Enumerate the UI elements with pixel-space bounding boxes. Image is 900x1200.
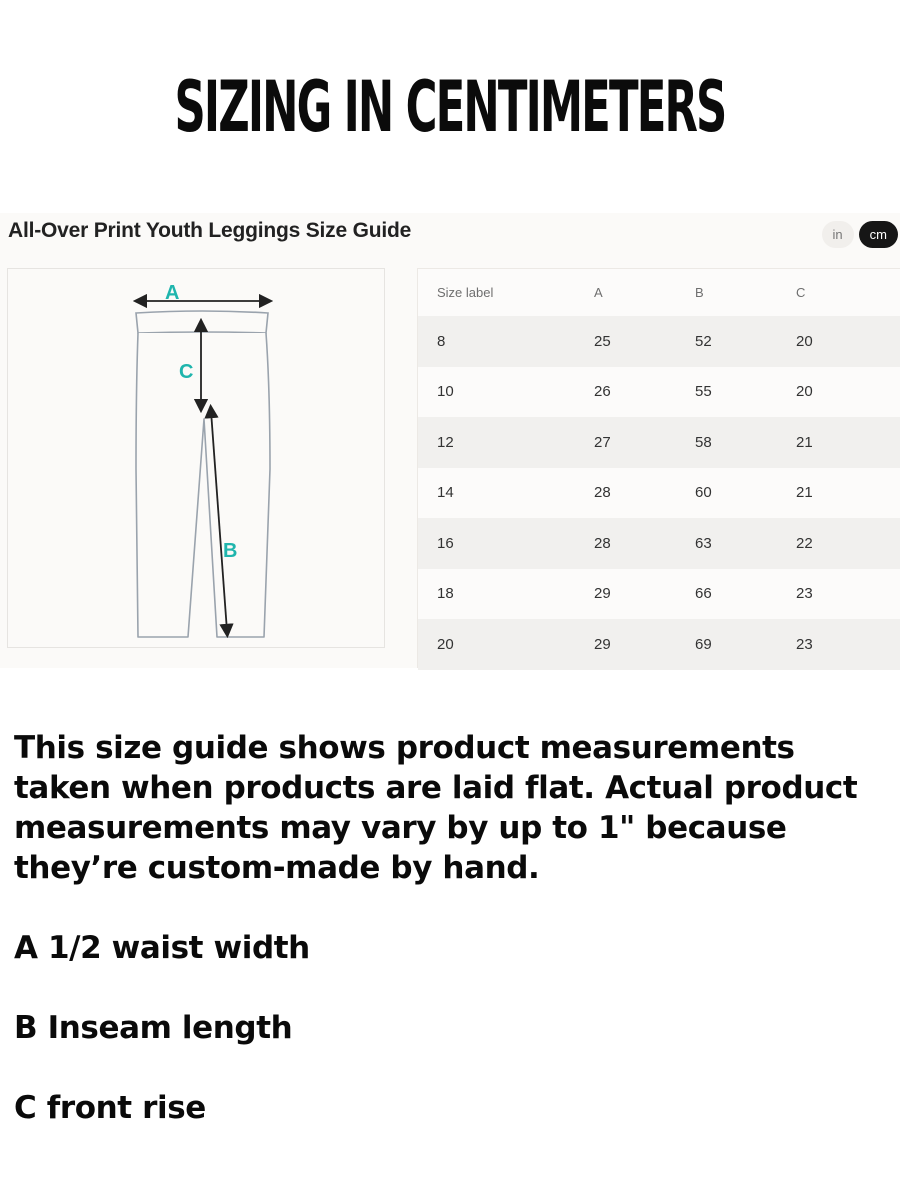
label-c: C [179, 361, 194, 383]
cell-b: 66 [695, 569, 796, 620]
notes-description: This size guide shows product measurements taken when products are laid flat. Actual product measurements may vary by up to 1" because they’re custom-made by hand. [14, 730, 858, 886]
page-title: SIZING IN CENTIMETERS [174, 66, 726, 148]
cell-a: 27 [594, 417, 695, 468]
header-b: B [695, 269, 796, 316]
cell-size: 14 [418, 468, 594, 519]
cell-c: 21 [796, 417, 900, 468]
cell-b: 69 [695, 619, 796, 670]
leggings-outline [136, 333, 270, 637]
measurement-notes [14, 728, 894, 1128]
table-row [418, 417, 900, 468]
size-guide-title: All-Over Print Youth Leggings Size Guide [8, 219, 412, 242]
unit-inches-button[interactable]: in [822, 221, 854, 248]
cell-size: 10 [418, 367, 594, 418]
cell-c: 20 [796, 367, 900, 418]
legend-b: B Inseam length [14, 1010, 293, 1046]
cell-b: 52 [695, 316, 796, 367]
cell-a: 29 [594, 569, 695, 620]
cell-size: 18 [418, 569, 594, 620]
cell-a: 26 [594, 367, 695, 418]
header-c: C [796, 269, 900, 316]
cell-c: 23 [796, 569, 900, 620]
cell-b: 60 [695, 468, 796, 519]
cell-a: 28 [594, 518, 695, 569]
header-size-label: Size label [418, 269, 594, 316]
leggings-diagram [7, 268, 385, 648]
label-a: A [165, 282, 180, 304]
cell-b: 55 [695, 367, 796, 418]
header-a: A [594, 269, 695, 316]
size-table [418, 269, 900, 670]
cell-a: 28 [594, 468, 695, 519]
table-row [418, 468, 900, 519]
leggings-illustration [8, 269, 386, 649]
cell-b: 63 [695, 518, 796, 569]
cell-size: 12 [418, 417, 594, 468]
size-guide-panel [0, 213, 900, 668]
cell-a: 29 [594, 619, 695, 670]
cell-size: 20 [418, 619, 594, 670]
cell-c: 20 [796, 316, 900, 367]
table-row [418, 569, 900, 620]
cell-size: 16 [418, 518, 594, 569]
table-row [418, 367, 900, 418]
cell-b: 58 [695, 417, 796, 468]
cell-c: 21 [796, 468, 900, 519]
cell-c: 23 [796, 619, 900, 670]
table-row [418, 619, 900, 670]
legend-a: A 1/2 waist width [14, 930, 310, 966]
legend-c: C front rise [14, 1090, 206, 1126]
cell-a: 25 [594, 316, 695, 367]
label-b: B [223, 540, 238, 562]
unit-toggle [822, 221, 898, 248]
size-table-container [417, 268, 900, 668]
table-header-row [418, 269, 900, 316]
cell-size: 8 [418, 316, 594, 367]
cell-c: 22 [796, 518, 900, 569]
table-row [418, 316, 900, 367]
unit-centimeters-button[interactable]: cm [859, 221, 898, 248]
table-row [418, 518, 900, 569]
waistband-outline [136, 311, 268, 333]
